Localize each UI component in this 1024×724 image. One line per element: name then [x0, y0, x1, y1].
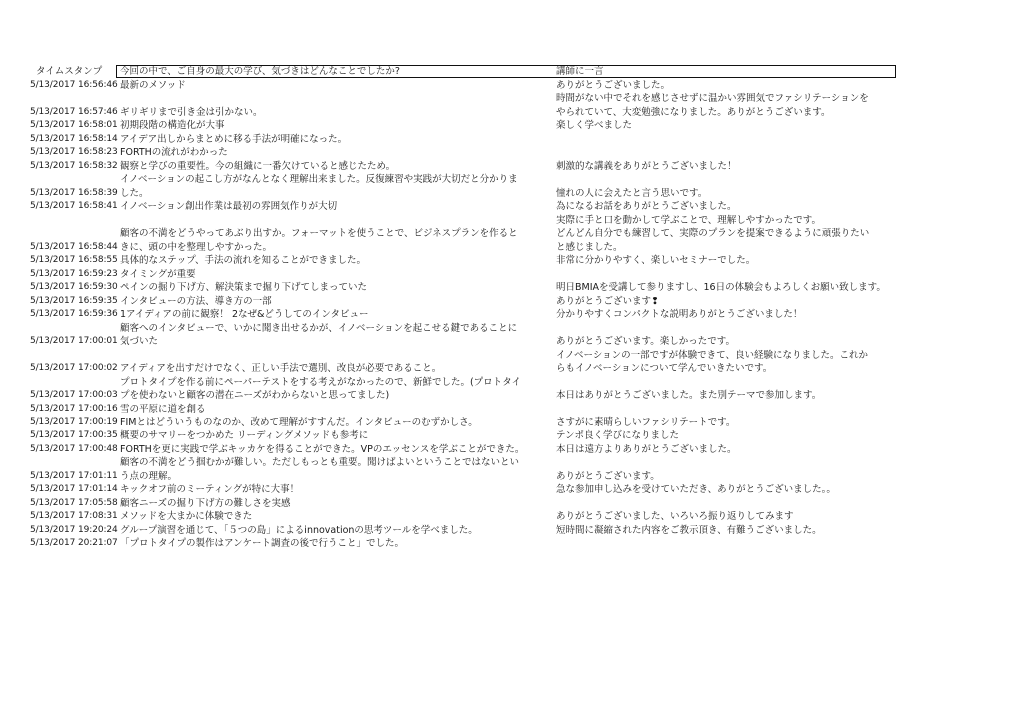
comment-cell: 本日は遠方よりありがとうございました。 [556, 443, 737, 455]
timestamp-cell: 5/13/2017 16:56:46 [30, 80, 118, 90]
learning-cell [120, 349, 550, 363]
learning-cell: 顧客の不満をどうやってあぶり出すか。フォーマットを使うことで、ビジネスプランを作ると [120, 228, 518, 240]
learning-cell: 顧客ニーズの掘り下げ方の難しさを実感 [120, 497, 291, 509]
comment-cell [556, 133, 896, 147]
comment-cell: 楽しく学べました [556, 120, 633, 132]
comment-cell [556, 173, 896, 187]
comment-cell: 実際に手と口を動かして学ぶことで、理解しやすかったです。 [556, 214, 822, 226]
comment-cell [556, 403, 896, 417]
timestamp-cell: 5/13/2017 16:59:23 [30, 268, 118, 279]
timestamp-cell: 5/13/2017 17:01:11 [30, 470, 118, 481]
comment-cell: 急な参加申し込みを受けていただき、ありがとうございました。。 [556, 484, 836, 496]
header-question: 今回の中で、ご自身の最大の学び、気づきはどんなことでしたか? [120, 66, 400, 77]
comment-cell [556, 146, 896, 160]
learning-cell: う点の理解。 [120, 470, 178, 482]
learning-cell: プロトタイプを作る前にペーパーテストをする考えがなかったので、新鮮でした。(プロトタイ [120, 376, 521, 388]
header-comment: 講師に一言 [556, 66, 604, 77]
comment-cell: と感じました。 [556, 241, 623, 253]
timestamp-cell [30, 349, 118, 363]
comment-cell: 明日BMIAを受講して参りますし、16日の体験会もよろしくお願い致します。 [556, 282, 886, 294]
learning-cell: きに、頭の中を整理しやすかった。 [120, 241, 273, 253]
learning-cell: タイミングが重要 [120, 268, 196, 280]
learning-cell: グループ演習を通じて、「５つの島」によるinnovationの思考ツールを学べました。 [120, 524, 478, 536]
timestamp-cell: 5/13/2017 16:58:41 [30, 201, 118, 212]
learning-cell: FIMとはどういうものなのか、改めて理解がすすんだ。インタビューのむずかしさ。 [120, 417, 478, 428]
learning-cell: アイディアを出すだけでなく、正しい手法で選別、改良が必要であること。 [120, 363, 442, 375]
learning-cell: 概要のサマリーをつかめた リーディングメソッドも参考に [120, 430, 369, 442]
timestamp-cell: 5/13/2017 17:00:48 [30, 443, 118, 454]
comment-cell: やられていて、大変勉強になりました。ありがとうございます。 [556, 106, 831, 118]
timestamp-cell [30, 227, 118, 241]
comment-cell: 非常に分かりやすく、楽しいセミナーでした。 [556, 255, 756, 267]
timestamp-cell: 5/13/2017 16:58:39 [30, 187, 118, 198]
learning-cell: 最新のメソッド [120, 80, 186, 91]
comment-cell: らもイノベーションについて学んでいきたいです。 [556, 363, 773, 375]
timestamp-cell: 5/13/2017 17:00:16 [30, 403, 118, 414]
timestamp-cell: 5/13/2017 16:59:35 [30, 295, 118, 306]
comment-cell [556, 456, 896, 470]
learning-cell: ギリギリまで引き金は引かない。 [120, 106, 263, 118]
learning-cell: イノベーション創出作業は最初の雰囲気作りが大切 [120, 201, 338, 213]
comment-cell [556, 537, 896, 551]
timestamp-cell: 5/13/2017 16:58:55 [30, 255, 118, 266]
timestamp-cell: 5/13/2017 16:58:44 [30, 241, 118, 252]
timestamp-cell: 5/13/2017 17:01:14 [30, 484, 118, 495]
learning-cell: 雪の平原に道を創る [120, 403, 206, 415]
comment-cell: ありがとうございます。 [556, 470, 660, 482]
comment-cell [556, 497, 896, 511]
timestamp-cell: 5/13/2017 16:58:32 [30, 160, 118, 171]
timestamp-cell: 5/13/2017 16:58:14 [30, 133, 118, 144]
comment-cell: テンポ良く学びになりました [556, 430, 680, 442]
comment-cell [556, 376, 896, 390]
learning-cell: 顧客の不満をどう掴むかが難しい。ただしもっとも重要。聞けばよいということではないとい [120, 457, 520, 469]
comment-cell: 分かりやすくコンパクトな説明ありがとうございました！ [556, 309, 803, 321]
comment-cell: 憧れの人に会えたと言う思いです。 [556, 187, 708, 199]
learning-cell: 顧客へのインタビューで、いかに聞き出せるかが、イノベーションを起こせる鍵であることに [120, 322, 518, 334]
comment-cell [556, 322, 896, 336]
timestamp-cell: 5/13/2017 16:58:23 [30, 147, 118, 158]
learning-cell [120, 214, 550, 228]
learning-cell: した。 [120, 187, 149, 199]
timestamp-cell: 5/13/2017 17:00:02 [30, 363, 118, 374]
learning-cell: アイデア出しからまとめに移る手法が明確になった。 [120, 133, 348, 145]
learning-cell: ペインの掘り下げ方、解決策まで掘り下げてしまっていた [120, 282, 368, 294]
header-timestamp: タイムスタンプ [36, 66, 103, 77]
learning-cell [120, 92, 550, 106]
comment-cell: ありがとうございました、いろいろ振り返りしてみます [556, 511, 794, 523]
timestamp-cell: 5/13/2017 19:20:24 [30, 524, 118, 535]
timestamp-cell: 5/13/2017 17:00:03 [30, 390, 118, 401]
timestamp-cell: 5/13/2017 17:00:01 [30, 336, 118, 347]
timestamp-cell: 5/13/2017 17:05:58 [30, 497, 118, 508]
timestamp-cell: 5/13/2017 16:58:01 [30, 120, 118, 131]
comment-cell: ありがとうございました。 [556, 80, 671, 91]
comment-cell: イノベーションの一部ですが体験できて、良い経験になりました。これか [556, 349, 868, 361]
learning-cell: キックオフ前のミーティングが特に大事！ [120, 484, 300, 496]
timestamp-cell: 5/13/2017 17:00:19 [30, 417, 118, 427]
comment-cell: 本日はありがとうございました。また別テーマで参加します。 [556, 390, 822, 402]
timestamp-cell [30, 92, 118, 106]
comment-cell: ありがとうございます。楽しかったです。 [556, 336, 735, 348]
timestamp-cell: 5/13/2017 17:08:31 [30, 511, 118, 522]
comment-cell: 刺激的な講義をありがとうございました！ [556, 160, 737, 172]
timestamp-cell: 5/13/2017 17:00:35 [30, 430, 118, 441]
timestamp-cell [30, 173, 118, 187]
comment-cell: さすがに素晴らしいファシリテートです。 [556, 417, 736, 428]
learning-cell: 「プロトタイプの製作はアンケート調査の後で行うこと」でした。 [120, 538, 404, 550]
learning-cell: インタビューの方法、導き方の一部 [120, 295, 272, 307]
comment-cell [556, 268, 896, 282]
learning-cell: 具体的なステップ、手法の流れを知ることができました。 [120, 255, 367, 267]
learning-cell: FORTHを更に実践で学ぶキッカケを得ることができた。VPのエッセンスを学ぶことができた。 [120, 443, 525, 455]
comment-cell: 時間がない中でそれを感じさせずに温かい雰囲気でファシリテーションを [556, 93, 869, 105]
timestamp-cell [30, 456, 118, 470]
learning-cell: 初期段階の構造化が大事 [120, 120, 225, 132]
timestamp-cell: 5/13/2017 16:59:36 [30, 309, 118, 320]
learning-cell: イノベーションの起こし方がなんとなく理解出来ました。反復練習や実践が大切だと分かりま [120, 174, 518, 186]
comment-cell: どんどん自分でも練習して、実際のプランを提案できるように頑張りたい [556, 228, 870, 240]
timestamp-cell [30, 214, 118, 228]
timestamp-cell: 5/13/2017 16:57:46 [30, 106, 118, 117]
timestamp-cell: 5/13/2017 20:21:07 [30, 538, 118, 549]
learning-cell: 1アイディアの前に観察！ 2なぜ&どうしてのインタビュー [120, 309, 369, 321]
timestamp-cell: 5/13/2017 16:59:30 [30, 282, 118, 293]
timestamp-cell [30, 322, 118, 336]
comment-cell: ありがとうございます❢ [556, 295, 659, 307]
timestamp-cell [30, 376, 118, 390]
learning-cell: メソッドを大まかに体験できた [120, 511, 253, 523]
learning-cell: プを使わないと顧客の潜在ニーズがわからないと思ってました) [120, 390, 390, 402]
learning-cell: FORTHの流れがわかった [120, 147, 228, 159]
comment-cell: 短時間に凝縮された内容をご教示頂き、有難うございました。 [556, 524, 822, 536]
learning-cell: 観察と学びの重要性。今の組織に一番欠けていると感じたため。 [120, 160, 396, 172]
comment-cell: 為になるお話をありがとうございました。 [556, 201, 737, 213]
learning-cell: 気づいた [120, 336, 159, 348]
